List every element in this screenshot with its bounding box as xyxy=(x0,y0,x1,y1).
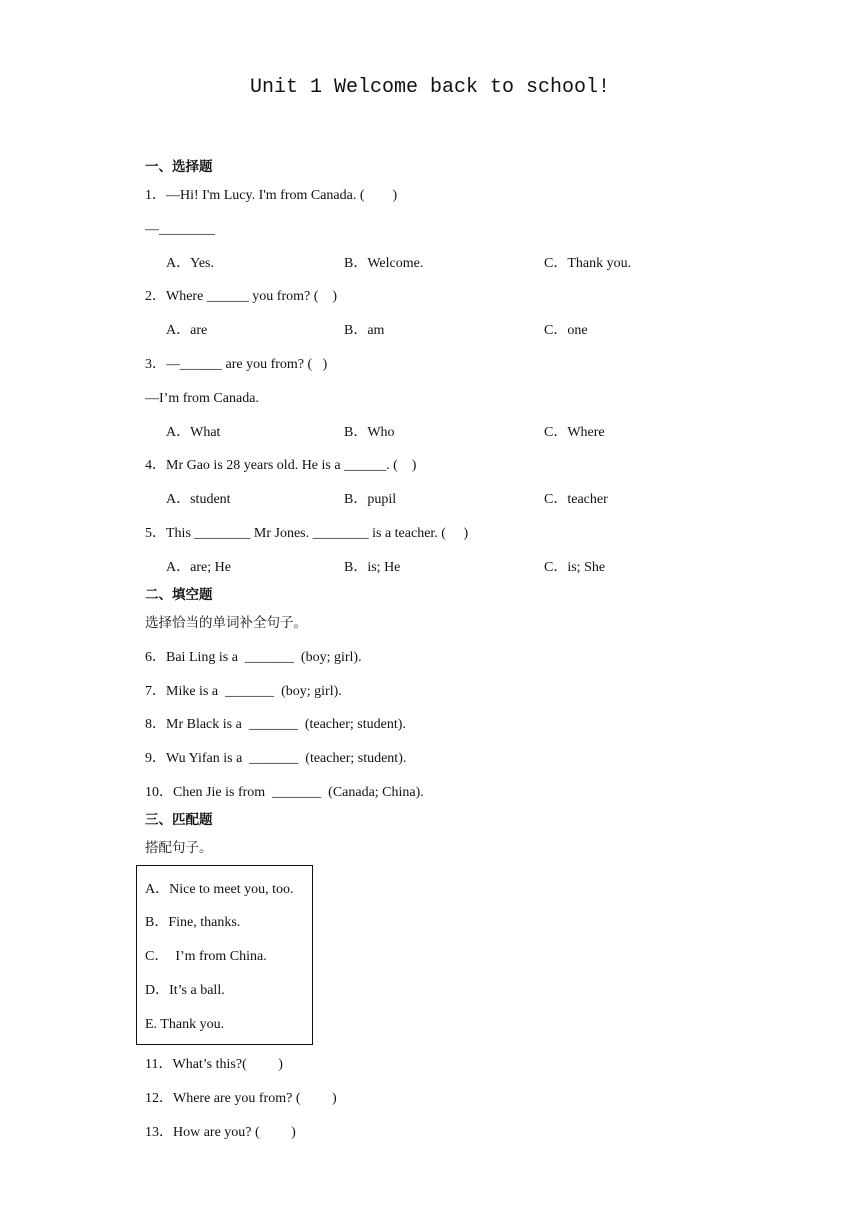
question-7: 7．Mike is a _______ (boy; girl). xyxy=(145,684,342,699)
question-5: 5．This ________ Mr Jones. ________ is a teacher. ( ) xyxy=(145,526,469,541)
question-11: 11．What’s this?( ) xyxy=(145,1057,283,1072)
question-1-option-b: B．Welcome. xyxy=(344,256,424,271)
question-9: 9．Wu Yifan is a _______ (teacher; student). xyxy=(145,751,407,766)
question-3: 3．—______ are you from? ( ) xyxy=(145,357,328,372)
question-1-option-a: A．Yes. xyxy=(166,256,214,271)
question-2-option-a: A．are xyxy=(166,323,208,338)
question-3-option-c: C．Where xyxy=(544,425,605,440)
question-12: 12．Where are you from? ( ) xyxy=(145,1091,337,1106)
section-2-instruction: 选择恰当的单词补全句子。 xyxy=(145,615,307,631)
section-heading-match: 三、匹配题 xyxy=(145,812,213,828)
question-4-option-b: B．pupil xyxy=(344,492,397,507)
question-4-option-c: C．teacher xyxy=(544,492,608,507)
section-heading-fill: 二、填空题 xyxy=(145,587,213,603)
question-6: 6．Bai Ling is a _______ (boy; girl). xyxy=(145,650,362,665)
question-3-dialogue: —I’m from Canada. xyxy=(145,391,259,406)
question-5-option-c: C．is; She xyxy=(544,560,606,575)
question-13: 13．How are you? ( ) xyxy=(145,1125,296,1140)
question-5-option-b: B．is; He xyxy=(344,560,401,575)
question-8: 8．Mr Black is a _______ (teacher; student). xyxy=(145,717,406,732)
question-1-answer-line: —________ xyxy=(145,222,215,237)
section-3-instruction: 搭配句子。 xyxy=(145,840,213,856)
question-3-option-a: A．What xyxy=(166,425,221,440)
question-1-option-c: C．Thank you. xyxy=(544,256,632,271)
section-heading-choice: 一、选择题 xyxy=(145,159,213,175)
question-10: 10．Chen Jie is from _______ (Canada; China). xyxy=(145,785,424,800)
question-2-option-b: B．am xyxy=(344,323,385,338)
question-4-option-a: A．student xyxy=(166,492,231,507)
question-4: 4．Mr Gao is 28 years old. He is a ______. ( ) xyxy=(145,458,417,473)
question-5-option-a: A．are; He xyxy=(166,560,231,575)
question-2-option-c: C．one xyxy=(544,323,588,338)
match-option-a: A．Nice to meet you, too. xyxy=(145,882,294,897)
question-2: 2．Where ______ you from? ( ) xyxy=(145,289,338,304)
match-option-d: D．It’s a ball. xyxy=(145,983,225,998)
match-option-c: C． I’m from China. xyxy=(145,949,267,964)
match-option-b: B．Fine, thanks. xyxy=(145,915,241,930)
page-title: Unit 1 Welcome back to school! xyxy=(249,76,611,99)
question-3-option-b: B．Who xyxy=(344,425,395,440)
match-option-e: E. Thank you. xyxy=(145,1017,225,1032)
question-1: 1．—Hi! I'm Lucy. I'm from Canada. ( ) xyxy=(145,188,398,203)
